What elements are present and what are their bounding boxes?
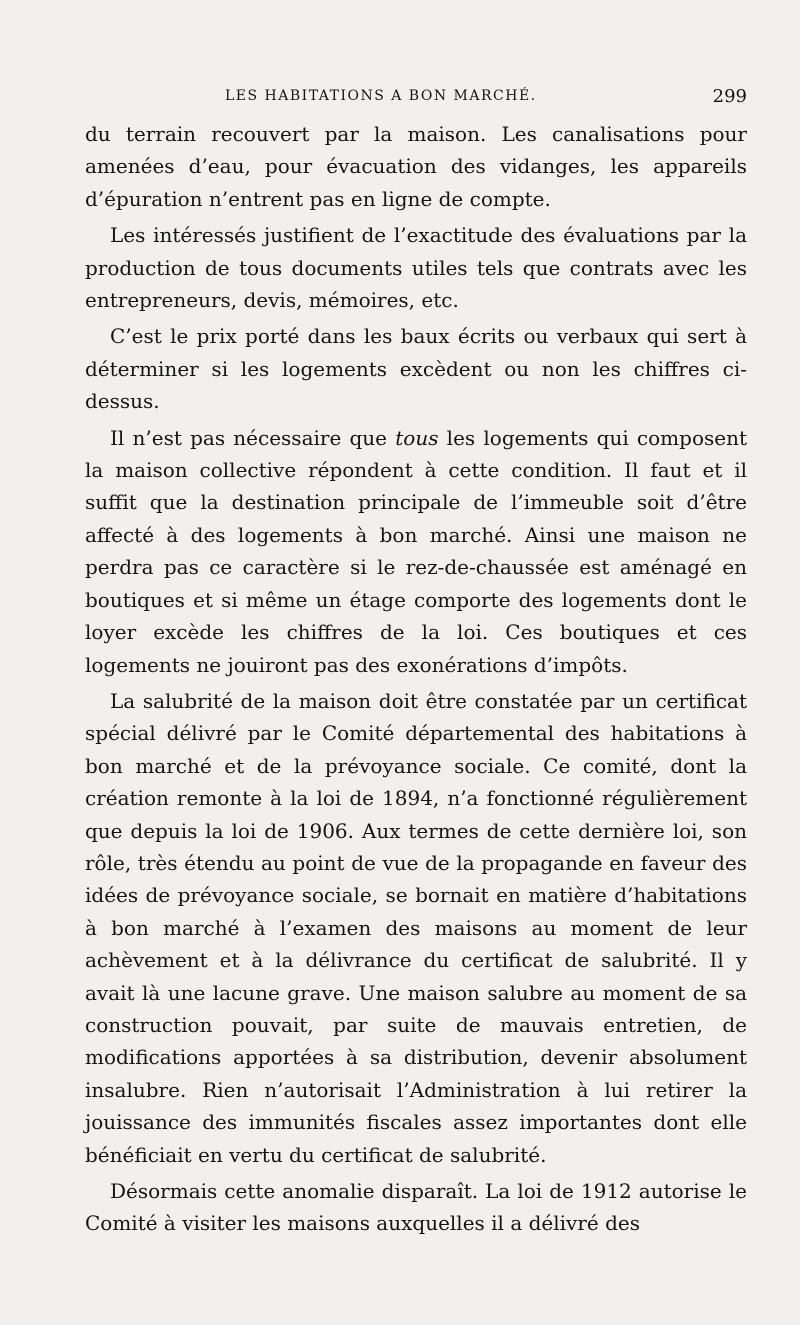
paragraph-1-text: du terrain recouvert par la maison. Les canalisations pour amenées d’eau, pour évacuation des vidanges, les appareils d’épuration n’entrent pas en ligne de compte. xyxy=(85,122,747,211)
paragraph-2 xyxy=(85,219,747,316)
paragraph-3 xyxy=(85,320,747,417)
paragraph-4-text-start: Il n’est pas nécessaire que xyxy=(110,425,396,450)
page-number: 299 xyxy=(712,86,747,107)
paragraph-5-text: La salubrité de la maison doit être constatée par un certificat spécial délivré par le Comité départemental des habitations à bon marché et de la prévoyance sociale. Ce comité, dont la création remonte à la loi de 1894, n’a fonctionné régulièrement que depuis la loi de 1906. Aux termes de cette dernière loi, son rôle, très étendu au point de vue de la propagande en faveur des idées de prévoyance sociale, se bornait en matière d’habitations à bon marché à l’examen des maisons au moment de leur achèvement et à la délivrance du certificat de salubrité. Il y avait là une lacune grave. Une maison salubre au moment de sa construction pouvait, par suite de mauvais entretien, de modifications apportées à sa distribution, devenir absolument insalubre. Rien n’autorisait l’Administration à lui retirer la jouissance des immunités fiscales assez importantes dont elle bénéficiait en vertu du certificat de salubrité. xyxy=(85,688,747,1167)
running-title: LES HABITATIONS A BON MARCHÉ. xyxy=(225,88,537,104)
body-text xyxy=(85,118,747,1240)
paragraph-4 xyxy=(85,422,747,681)
paragraph-5 xyxy=(85,685,747,1171)
paragraph-1 xyxy=(85,118,747,215)
paragraph-4-emphasis: tous xyxy=(395,425,439,450)
paragraph-4-text-end: les logements qui composent la maison collective répondent à cette condition. Il faut et il suffit que la destination principale de l’immeuble soit d’être affecté à des logements à bon marché. Ainsi une maison ne perdra pas ce caractère si le rez-de-chaussée est aménagé en boutiques et si même un étage comporte des logements dont le loyer excède les chiffres de la loi. Ces boutiques et ces logements ne jouiront pas des exonérations d’impôts. xyxy=(85,425,748,677)
paragraph-2-text: Les intéressés justifient de l’exactitude des évaluations par la production de tous documents utiles tels que contrats avec les entrepreneurs, devis, mémoires, etc. xyxy=(85,223,747,313)
paragraph-6 xyxy=(85,1175,747,1240)
paragraph-3-text: C’est le prix porté dans les baux écrits ou verbaux qui sert à déterminer si les logements excèdent ou non les chiffres ci-dessus. xyxy=(85,324,747,414)
page-header xyxy=(85,86,747,114)
paragraph-6-text: Désormais cette anomalie disparaît. La loi de 1912 autorise le Comité à visiter les maisons auxquelles il a délivré des xyxy=(85,1179,747,1236)
